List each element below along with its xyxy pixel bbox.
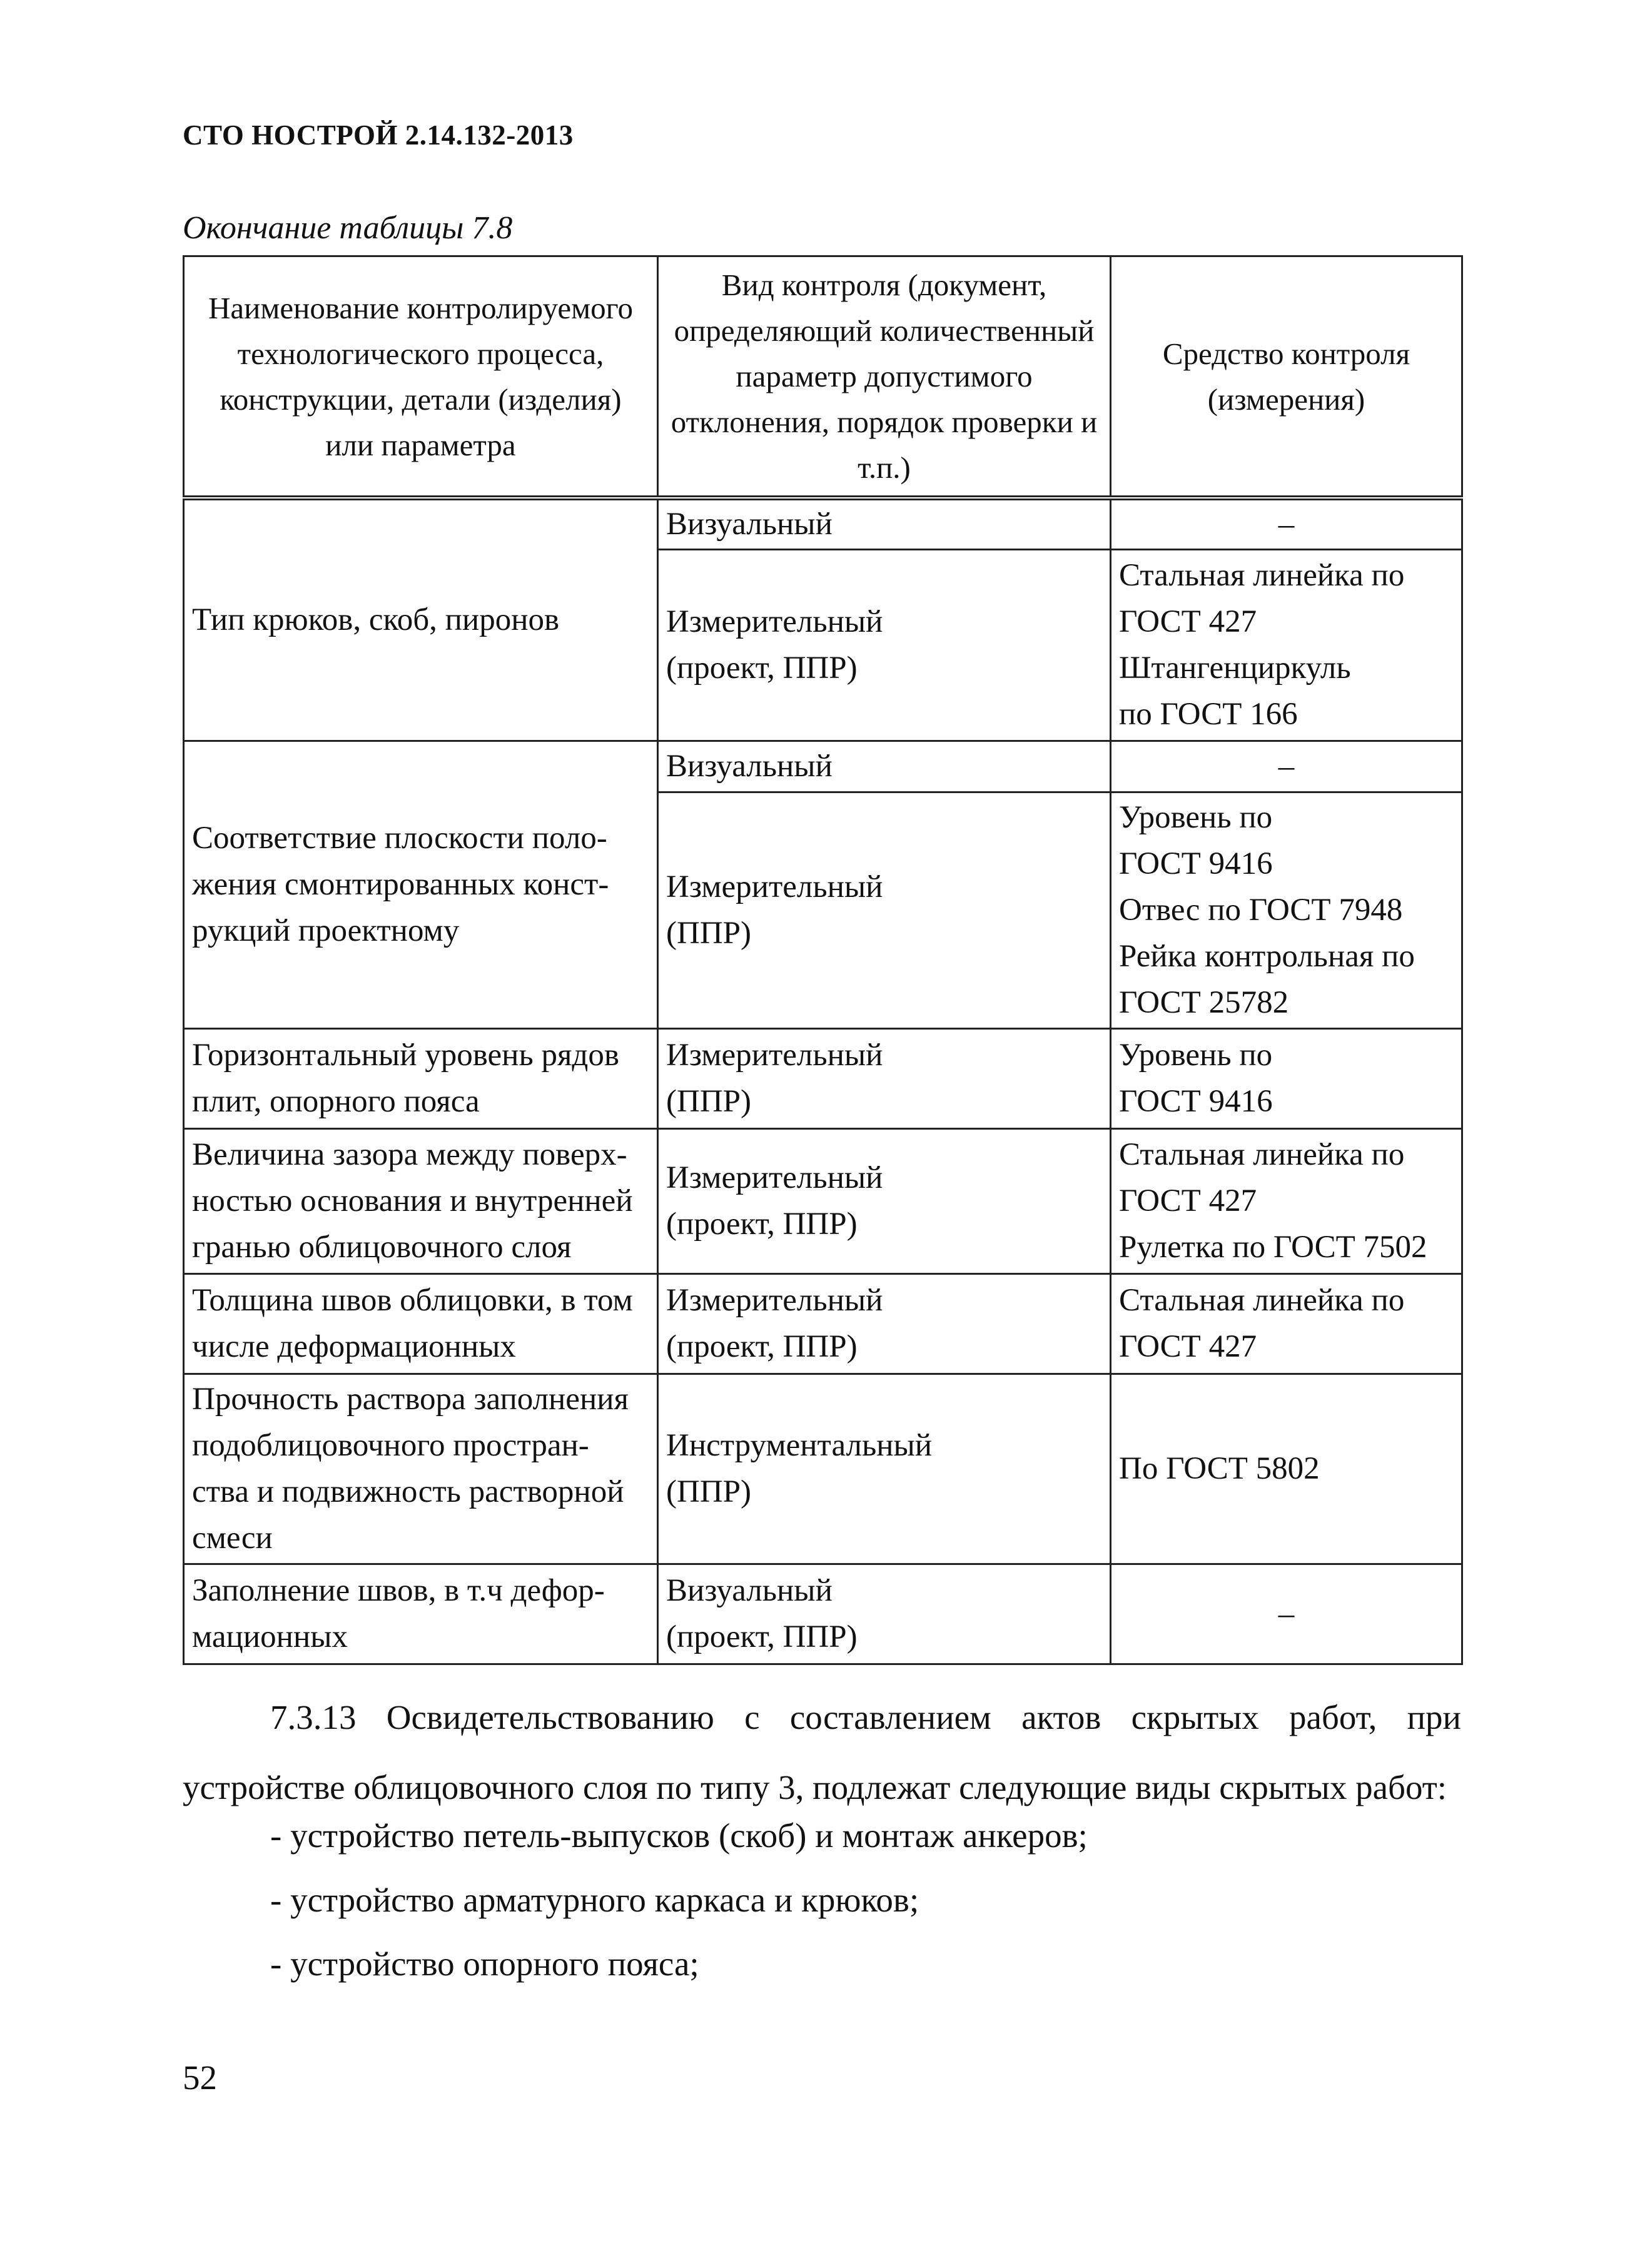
- cell-control-tool: Стальная линейка по ГОСТ 427 Штангенциркуль по ГОСТ 166: [1111, 549, 1462, 741]
- header-control-type: Вид контроля (документ, определяющий количественный параметр допустимого отклонения, порядок проверки и т.п.): [658, 256, 1111, 499]
- cell-process: Величина зазора между поверх- ностью основания и внутренней гранью облицовочного слоя: [184, 1128, 658, 1273]
- cell-control-type: Визуальный: [658, 498, 1111, 549]
- list-item: - устройство петель-выпусков (скоб) и монтаж анкеров;: [270, 1816, 1088, 1855]
- cell-control-tool: –: [1111, 741, 1462, 792]
- cell-process: Тип крюков, скоб, пиронов: [184, 498, 658, 741]
- cell-control-type: Измерительный (ППР): [658, 1028, 1111, 1128]
- table-caption: Окончание таблицы 7.8: [183, 210, 513, 246]
- cell-control-type: Измерительный (проект, ППР): [658, 1273, 1111, 1374]
- cell-process: Горизонтальный уровень рядов плит, опорного пояса: [184, 1028, 658, 1128]
- table-row: [184, 741, 1462, 792]
- cell-process: Прочность раствора заполнения подоблицовочного простран- ства и подвижность растворной смеси: [184, 1374, 658, 1564]
- table-row: [184, 498, 1462, 549]
- document-header: СТО НОСТРОЙ 2.14.132-2013: [183, 119, 574, 151]
- table-row: [184, 1028, 1462, 1128]
- table-row: [184, 1564, 1462, 1664]
- cell-control-tool: По ГОСТ 5802: [1111, 1374, 1462, 1564]
- cell-control-tool: Уровень по ГОСТ 9416 Отвес по ГОСТ 7948 Рейка контрольная по ГОСТ 25782: [1111, 792, 1462, 1028]
- cell-control-type: Измерительный (проект, ППР): [658, 1128, 1111, 1273]
- cell-process: Толщина швов облицовки, в том числе деформационных: [184, 1273, 658, 1374]
- cell-process: Заполнение швов, в т.ч дефор- мационных: [184, 1564, 658, 1664]
- cell-control-tool: Стальная линейка по ГОСТ 427 Рулетка по ГОСТ 7502: [1111, 1128, 1462, 1273]
- header-process: Наименование контролируемого технологического процесса, конструкции, детали (изделия) или параметра: [184, 256, 658, 499]
- cell-control-type: Визуальный (проект, ППР): [658, 1564, 1111, 1664]
- cell-control-tool: Стальная линейка по ГОСТ 427: [1111, 1273, 1462, 1374]
- cell-control-tool: –: [1111, 498, 1462, 549]
- header-control-tool: Средство контроля (измерения): [1111, 256, 1462, 499]
- table-row: [184, 1128, 1462, 1273]
- table-header-row: [184, 256, 1462, 499]
- paragraph-7-3-13: 7.3.13 Освидетельствованию с составлением актов скрытых работ, при устройстве облицовочного слоя по типу 3, подлежат следующие виды скрытых работ:: [183, 1698, 1461, 1806]
- page-number: 52: [183, 2058, 217, 2097]
- cell-control-type: Измерительный (проект, ППР): [658, 549, 1111, 741]
- cell-control-type: Измерительный (ППР): [658, 792, 1111, 1028]
- list-item: - устройство опорного пояса;: [270, 1945, 699, 1983]
- cell-control-type: Визуальный: [658, 741, 1111, 792]
- cell-control-tool: –: [1111, 1564, 1462, 1664]
- table-row: [184, 1273, 1462, 1374]
- table-row: [184, 1374, 1462, 1564]
- control-table: [183, 255, 1463, 1665]
- cell-control-type: Инструментальный (ППР): [658, 1374, 1111, 1564]
- cell-control-tool: Уровень по ГОСТ 9416: [1111, 1028, 1462, 1128]
- cell-process: Соответствие плоскости поло- жения смонтированных конст- рукций проектному: [184, 741, 658, 1028]
- list-item: - устройство арматурного каркаса и крюков;: [270, 1881, 919, 1919]
